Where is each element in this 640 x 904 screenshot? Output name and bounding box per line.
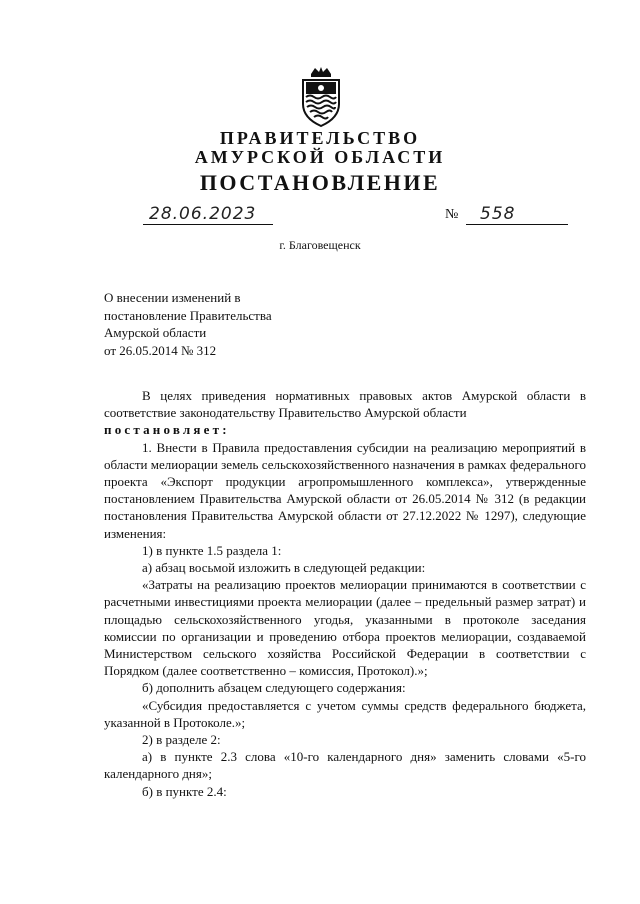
coat-of-arms-icon <box>298 66 344 128</box>
document-date: 28.06.2023 <box>149 204 257 224</box>
paragraph-subitem: а) абзац восьмой изложить в следующей редакции: <box>142 560 426 576</box>
paragraph-subitem: б) в пункте 2.4: <box>142 783 227 799</box>
subject-line: от 26.05.2014 № 312 <box>104 342 217 358</box>
paragraph-subitem: а) в пункте 2.3 слова «10-го календарного дня» заменить словами «5-го календарного дня»; <box>104 749 586 782</box>
subject-line: постановление Правительства <box>104 307 272 323</box>
paragraph-quote: «Субсидия предоставляется с учетом суммы средств федерального бюджета, указанной в Протоколе.»; <box>104 697 586 730</box>
decree-word-paragraph <box>104 421 586 438</box>
paragraph-preamble: В целях приведения нормативных правовых актов Амурской области в соответствие законодательству Правительство Амурской области <box>104 388 586 421</box>
date-field <box>143 204 273 225</box>
number-sign: № <box>445 207 459 222</box>
government-title: ПРАВИТЕЛЬСТВО <box>219 128 421 148</box>
decree-word: постановляет: <box>104 422 230 438</box>
document-subject <box>104 289 272 359</box>
paragraph-subitem: 2) в разделе 2: <box>142 732 221 748</box>
subject-line: Амурской области <box>104 325 207 340</box>
city-label: г. Благовещенск <box>279 238 361 252</box>
paragraph-subitem: 1) в пункте 1.5 раздела 1: <box>142 542 282 558</box>
subject-line: О внесении изменений в <box>104 290 241 305</box>
paragraph-item-1: 1. Внести в Правила предоставления субсидии на реализацию мероприятий в области мелиорации земель сельскохозяйственного назначения в рамках федерального проекта «Экспорт продукции агропромышленного комплекса», утвержденные постановлением Правительства Амурской области от 26.05.2014 № 312 (в редакции постановления Правительства Амурской области от 27.12.2022 № 1297), следующие изменения: <box>104 439 586 541</box>
paragraph-quote: «Затраты на реализацию проектов мелиорации принимаются в соответствии с расчетными инвестициями проекта мелиорации (далее – предельный размер затрат) и площадью сельскохозяйственного угодья, указанными в протоколе заседания комиссии по организации и проведению отбора проектов мелиорации, создаваемой Министерством сельского хозяйства Российской Федерации в соответствии с Порядком (далее соответственно – комиссия, Протокол).»; <box>104 577 586 679</box>
number-field <box>466 204 568 225</box>
document-number: 558 <box>480 204 516 224</box>
region-title: АМУРСКОЙ ОБЛАСТИ <box>194 147 446 167</box>
document-body <box>104 387 586 800</box>
paragraph-subitem: б) дополнить абзацем следующего содержания: <box>142 680 406 696</box>
document-type-title: ПОСТАНОВЛЕНИЕ <box>199 170 441 195</box>
